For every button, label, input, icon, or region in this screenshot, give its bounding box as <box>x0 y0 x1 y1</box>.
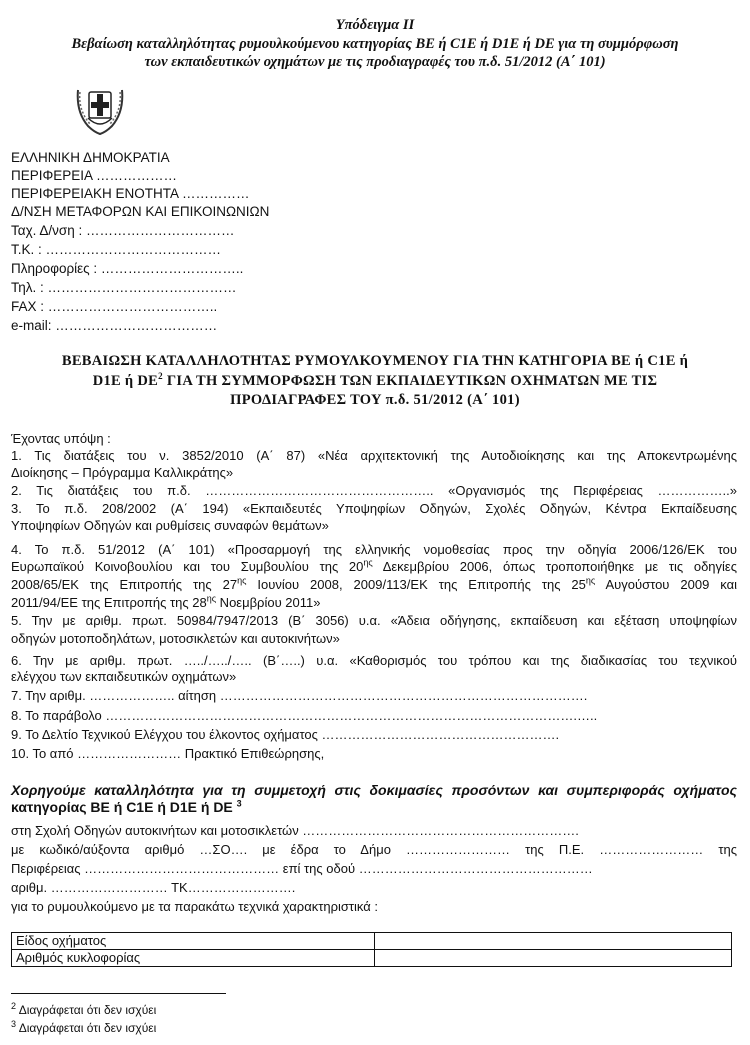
grant-line-1: Χορηγούμε καταλληλότητα για τη συμμετοχή στις δοκιμασίες προσόντων και συμπεριφοράς οχήματος <box>11 782 737 798</box>
grant-region: Περιφέρειας ……………………………………… επί της οδού ……………………………………………… <box>11 861 593 876</box>
vehicle-type-label: Είδος οχήματος <box>12 933 375 950</box>
contact-fax: FAX : ……………………………….. <box>11 299 218 314</box>
footnote-3: $^3$ Διαγράφεται ότι δεν ισχύει <box>11 1019 157 1035</box>
grant-number: αριθμ. ……………………… ΤΚ……………………. <box>11 880 296 895</box>
contact-phone: Τηλ. : …………………………………… <box>11 280 237 295</box>
item-4-d: 2011/94/ΕΕ της Επιτροπής της $28^{\eta\varsigma}$ Νοεμβρίου 2011» <box>11 593 321 610</box>
header-line-1: Βεβαίωση καταλληλότητας ρυμουλκούμενου κατηγορίας BE ή C1E ή D1E ή DE για τη συμμόρφωση <box>71 36 679 52</box>
contact-postcode: Τ.Κ. : ………………………………… <box>11 242 222 257</box>
grant-school: στη Σχολή Οδηγών αυτοκινήτων και μοτοσικλετών ………………………………………………………. <box>11 823 579 838</box>
item-4-a: 4. Το π.δ. 51/2012 (Α΄ 101) «Προσαρμογή της ελληνικής νομοθεσίας προς την οδηγία 2006/126/ΕΚ του <box>11 542 737 557</box>
item-2: 2. Τις διατάξεις του π.δ. …………………………………………….. «Οργανισμός της Περιφέρειας ……………..» <box>11 483 737 498</box>
item-1-a: 1. Τις διατάξεις του ν. 3852/2010 (Α΄ 87) «Νέα αρχιτεκτονική της Αυτοδιοίκησης και της Αποκεντρωμένης <box>11 448 737 463</box>
contact-info: Πληροφορίες : ………………………….. <box>11 261 244 276</box>
item-6-b: ελέγχου των εκπαιδευτικών οχημάτων» <box>11 669 237 684</box>
footnote-2: $^2$ Διαγράφεται ότι δεν ισχύει <box>11 1001 157 1017</box>
item-8: 8. Το παράβολο ……………………………………………………………………………………………….….. <box>11 708 598 723</box>
coat-of-arms-icon <box>74 82 126 138</box>
header-line-2: των εκπαιδευτικών οχημάτων με τις προδιαγραφές του π.δ. 51/2012 (Α΄ 101) <box>144 54 606 70</box>
table-row <box>12 950 732 967</box>
specs-table <box>11 932 732 967</box>
item-4-c: 2008/65/ΕΚ της Επιτροπής της $27^{\eta\varsigma}$ Ιουνίου 2008, 2009/113/ΕΚ της Επιτροπής της $25^{\eta\varsigma}$ Αυγούστου 2009 και <box>11 575 738 592</box>
item-3-a: 3. Το π.δ. 208/2002 (Α΄ 194) «Εκπαιδευτές Υποψηφίων Οδηγών, Σχολές Οδηγών, Κέντρα Εκπαίδευσης <box>11 501 737 516</box>
considering-intro: Έχοντας υπόψη : <box>11 431 111 446</box>
title-line-2: D1E ή $DE^2$ ΓΙΑ ΤΗ ΣΥΜΜΟΡΦΩΣΗ ΤΩΝ ΕΚΠΑΙΔΕΥΤΙΚΩΝ ΟΧΗΜΑΤΩΝ ΜΕ ΤΙΣ <box>92 371 658 389</box>
authority-line-1: ΕΛΛΗΝΙΚΗ ΔΗΜΟΚΡΑΤΙΑ <box>11 150 170 165</box>
appendix-label: Υπόδειγμα ΙΙ <box>335 17 415 33</box>
item-7: 7. Την αριθμ. ……………….. αίτηση …………………………………………………………………………. <box>11 688 588 703</box>
item-9: 9. Το Δελτίο Τεχνικού Ελέγχου του έλκοντος οχήματος ………………………………………………. <box>11 727 560 742</box>
title-line-1: ΒΕΒΑΙΩΣΗ ΚΑΤΑΛΛΗΛΟΤΗΤΑΣ ΡΥΜΟΥΛΚΟΥΜΕΝΟΥ ΓΙΑ ΤΗΝ ΚΑΤΗΓΟΡΙΑ BE ή C1E ή <box>61 353 689 369</box>
authority-line-4: Δ/ΝΣΗ ΜΕΤΑΦΟΡΩΝ ΚΑΙ ΕΠΙΚΟΙΝΩΝΙΩΝ <box>11 204 270 219</box>
item-5-a: 5. Την με αριθμ. πρωτ. 50984/7947/2013 (Β΄ 3056) υ.α. «Άδεια οδήγησης, εκπαίδευση και εξέταση υποψηφίων <box>11 613 737 628</box>
registration-label: Αριθμός κυκλοφορίας <box>12 950 375 967</box>
grant-line-2: κατηγορίας BE ή C1E ή D1E ή DE $^3$ <box>11 798 242 815</box>
grant-trailer-intro: για το ρυμουλκούμενο με τα παρακάτω τεχνικά χαρακτηριστικά : <box>11 899 378 914</box>
contact-address: Ταχ. Δ/νση : …………………………… <box>11 223 235 238</box>
vehicle-type-value <box>375 933 732 950</box>
footnote-divider <box>11 993 226 994</box>
contact-email: e-mail: ……………………………… <box>11 318 218 333</box>
title-line-3: ΠΡΟΔΙΑΓΡΑΦΕΣ ΤΟΥ π.δ. 51/2012 (Α΄ 101) <box>230 392 520 408</box>
authority-line-2: ΠΕΡΙΦΕΡΕΙΑ ……………… <box>11 168 178 183</box>
item-5-b: οδηγών μοτοποδηλάτων, μοτοσικλετών και αυτοκινήτων» <box>11 631 340 646</box>
grant-code: με κωδικό/αύξοντα αριθμό …ΣΟ…. με έδρα το Δήμο …………………… της Π.Ε. …………………… της <box>11 842 737 857</box>
item-4-b: Ευρωπαϊκού Κοινοβουλίου και του Συμβουλίου της $20^{\eta\varsigma}$ Δεκεμβρίου 2006, όπως τροποποιήθηκε με τις οδηγίες <box>11 557 737 574</box>
table-row <box>12 933 732 950</box>
item-3-b: Υποψηφίων Οδηγών και ρυθμίσεις συναφών θεμάτων» <box>11 518 329 533</box>
item-10: 10. Το από …………………… Πρακτικό Επιθεώρησης, <box>11 746 325 761</box>
item-1-b: Διοίκησης – Πρόγραμμα Καλλικράτης» <box>11 465 234 480</box>
registration-value <box>375 950 732 967</box>
authority-line-3: ΠΕΡΙΦΕΡΕΙΑΚΗ ΕΝΟΤΗΤΑ …………… <box>11 186 250 201</box>
item-6-a: 6. Την με αριθμ. πρωτ. …../…../….. (Β΄…..) υ.α. «Καθορισμός του τρόπου και της διαδικασίας του τεχνικού <box>11 653 737 668</box>
